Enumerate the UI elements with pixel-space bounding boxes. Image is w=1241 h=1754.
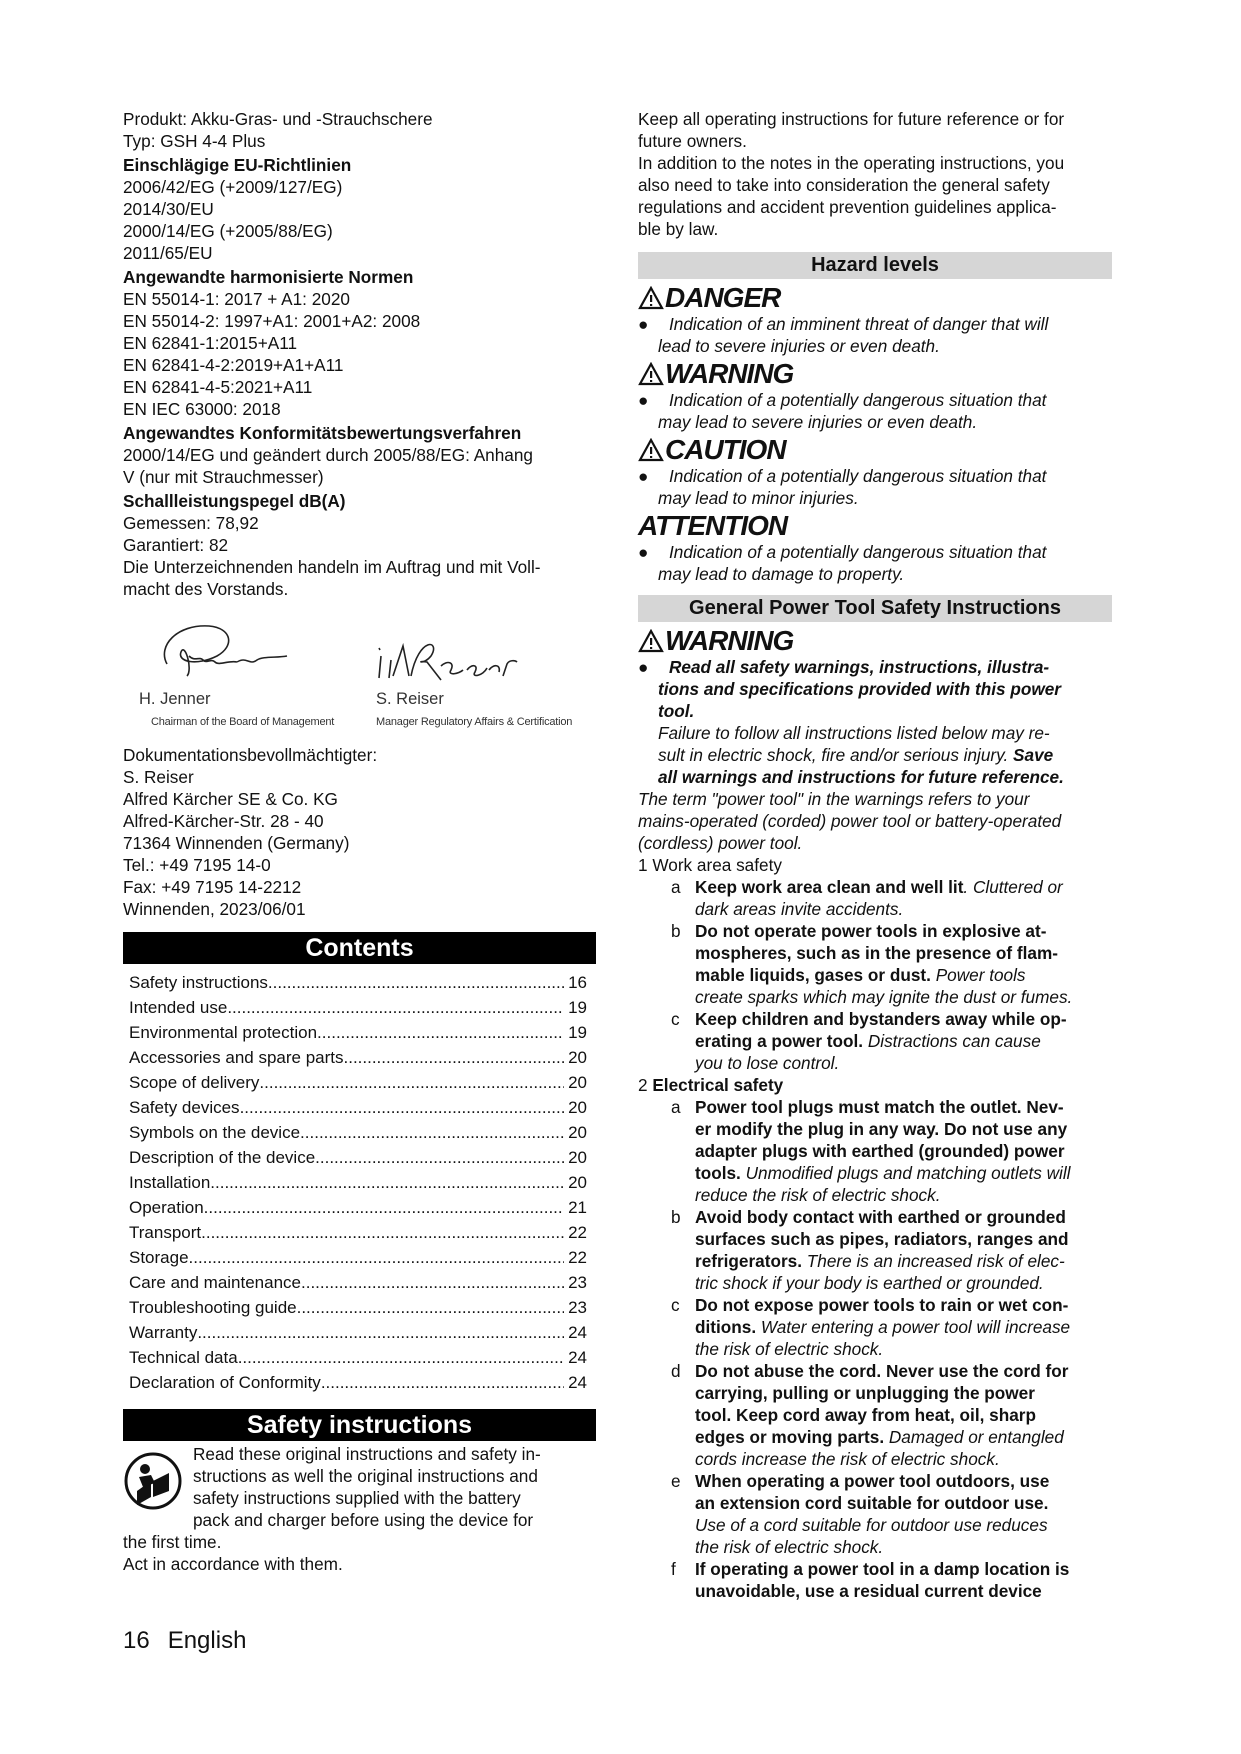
item-bold: ditions. [695, 1317, 757, 1337]
item-bold: adapter plugs with earthed (grounded) power [695, 1141, 1065, 1161]
item-text: dark areas invite accidents. [695, 899, 904, 919]
toc-page: 19 [568, 1023, 587, 1042]
item-text: Use of a cord suitable for outdoor use reduces [695, 1515, 1048, 1535]
toc-entry[interactable] [129, 1020, 587, 1045]
hazard-line: Indication of a potentially dangerous situation that [669, 390, 1047, 410]
item-text: reduce the risk of electric shock. [695, 1185, 941, 1205]
hazard-line: Indication of an imminent threat of danger that will [669, 314, 1049, 334]
toc-entry[interactable] [129, 1070, 587, 1095]
toc-title: Scope of delivery [129, 1073, 260, 1092]
toc-page: 23 [568, 1298, 587, 1317]
attention-signal [638, 511, 1112, 541]
directive-item: 2006/42/EG (+2009/127/EG) [123, 177, 343, 197]
sound-heading: Schallleistungspegel dB(A) [123, 491, 346, 511]
item-bold: er modify the plug in any way. Do not use any [695, 1119, 1068, 1139]
signature-name: H. Jenner [139, 690, 211, 708]
toc-title: Intended use [129, 998, 228, 1017]
read-all-line: Failure to follow all instructions listed below may re- [658, 723, 1050, 743]
signature-name: S. Reiser [376, 690, 444, 708]
read-all-line: Read all safety warnings, instructions, illustra- [669, 657, 1050, 677]
hazard-line: lead to severe injuries or even death. [658, 336, 940, 356]
toc-title: Environmental protection [129, 1023, 318, 1042]
item-bold: erating a power tool. [695, 1031, 864, 1051]
item-key: a [671, 877, 681, 897]
toc-entry[interactable] [129, 995, 587, 1020]
item-text: you to lose control. [695, 1053, 840, 1073]
toc-entry[interactable] [129, 970, 587, 995]
hazard-line: may lead to severe injuries or even death. [658, 412, 978, 432]
toc-title: Description of the device [129, 1148, 316, 1167]
read-all-warning: ● Read all safety warnings, instructions, illustra- tions and specifications provided with this power tool. Failure to follow all instructions listed below may re- sult in electric shock, fire and/or serious injury. Save all warnings and instructions for future reference. [638, 656, 1112, 788]
toc-title: Declaration of Conformity [129, 1373, 321, 1392]
item-text: Water entering a power tool will increase [760, 1317, 1071, 1337]
item-bold: edges or moving parts. [695, 1427, 885, 1447]
warning-triangle-icon [638, 438, 664, 462]
safety-item [638, 1294, 1112, 1360]
signature-block [123, 616, 596, 766]
doc-line: Tel.: +49 7195 14-0 [123, 855, 271, 875]
safety-item [638, 1470, 1112, 1558]
item-key: f [671, 1559, 676, 1579]
signature-role: Chairman of the Board of Management [151, 716, 335, 728]
section-number: 2 [638, 1075, 648, 1095]
toc-title: Accessories and spare parts [129, 1048, 344, 1067]
toc-title: Technical data [129, 1348, 238, 1367]
item-text: Power tools [935, 965, 1026, 985]
item-key: b [671, 921, 681, 941]
signature-reiser-image [371, 626, 521, 686]
item-text: create sparks which may ignite the dust or fumes. [695, 987, 1073, 1007]
safety-item [638, 1360, 1112, 1470]
hazard-description: ● Indication of a potentially dangerous situation that may lead to damage to property. [638, 541, 1112, 585]
intro-line: regulations and accident prevention guidelines applica- [638, 197, 1057, 217]
item-bold: surfaces such as pipes, radiators, ranges and [695, 1229, 1069, 1249]
safety-intro-line: safety instructions supplied with the battery [193, 1488, 521, 1508]
section-title: Work area safety [652, 855, 782, 875]
hazard-description: ● Indication of an imminent threat of danger that will lead to severe injuries or even death. [638, 313, 1112, 357]
item-bold: tools. [695, 1163, 741, 1183]
signature-jenner-image [137, 616, 297, 686]
toc-page: 20 [568, 1098, 587, 1117]
toc-title: Transport [129, 1223, 202, 1242]
item-bold: Power tool plugs must match the outlet. Nev- [695, 1097, 1064, 1117]
safety-intro [123, 1443, 596, 1575]
toc-title: Operation [129, 1198, 204, 1217]
item-bold: an extension cord suitable for outdoor use. [695, 1493, 1049, 1513]
doc-line: S. Reiser [123, 767, 194, 787]
toc-entry[interactable] [129, 1270, 587, 1295]
toc-entry[interactable] [129, 1245, 587, 1270]
item-bold: Do not expose power tools to rain or wet con- [695, 1295, 1069, 1315]
item-key: a [671, 1097, 681, 1117]
standard-item: EN 55014-2: 1997+A1: 2001+A2: 2008 [123, 311, 421, 331]
right-column [638, 108, 1112, 1602]
standard-item: EN 62841-4-2:2019+A1+A11 [123, 355, 344, 375]
standard-item: EN IEC 63000: 2018 [123, 399, 281, 419]
doc-line: 71364 Winnenden (Germany) [123, 833, 350, 853]
sound-line: macht des Vorstands. [123, 579, 289, 599]
toc-entry[interactable] [129, 1095, 587, 1120]
item-bold: If operating a power tool in a damp location is [695, 1559, 1070, 1579]
read-all-line: tool. [658, 701, 695, 721]
item-key: e [671, 1471, 681, 1491]
toc-page: 20 [568, 1123, 587, 1142]
read-manual-icon [123, 1451, 183, 1511]
item-bold: carrying, pulling or unplugging the power [695, 1383, 1035, 1403]
standard-item: EN 55014-1: 2017 + A1: 2020 [123, 289, 350, 309]
eu-directives-heading: Einschlägige EU-Richtlinien [123, 155, 352, 175]
doc-line: Winnenden, 2023/06/01 [123, 899, 306, 919]
caution-word: CAUTION [665, 434, 786, 465]
toc-title: Installation [129, 1173, 211, 1192]
item-bold: Avoid body contact with earthed or grounded [695, 1207, 1066, 1227]
hazard-line: may lead to damage to property. [658, 564, 905, 584]
toc-entry[interactable] [129, 1045, 587, 1070]
safety-item [638, 920, 1112, 1008]
toc-title: Care and maintenance [129, 1273, 302, 1292]
item-text: . Cluttered or [963, 877, 1063, 897]
safety-intro-line: structions as well the original instructions and [193, 1466, 538, 1486]
toc-title: Safety devices [129, 1098, 240, 1117]
directive-item: 2014/30/EU [123, 199, 214, 219]
conformity-line: 2000/14/EG und geändert durch 2005/88/EG: Anhang [123, 445, 533, 465]
intro-line: also need to take into consideration the general safety [638, 175, 1050, 195]
danger-signal [638, 283, 1112, 313]
language-label: English [167, 1627, 247, 1654]
page-footer [123, 1627, 264, 1655]
type-line: Typ: GSH 4-4 Plus [123, 131, 266, 151]
toc-entry[interactable] [129, 1120, 587, 1145]
left-column [123, 108, 596, 1575]
hazard-line: may lead to minor injuries. [658, 488, 859, 508]
item-text: Damaged or entangled [888, 1427, 1064, 1447]
term-line: The term "power tool" in the warnings refers to your [638, 789, 1030, 809]
standard-item: EN 62841-1:2015+A11 [123, 333, 298, 353]
toc-title: Safety instructions [129, 973, 268, 992]
item-key: b [671, 1207, 681, 1227]
item-text: cords increase the risk of electric shock. [695, 1449, 1000, 1469]
item-bold: unavoidable, use a residual current device [695, 1581, 1042, 1601]
doc-line: Fax: +49 7195 14-2212 [123, 877, 302, 897]
item-bold: Keep children and bystanders away while op- [695, 1009, 1067, 1029]
hazard-levels-heading: Hazard levels [638, 252, 1112, 279]
toc-entry[interactable] [129, 1295, 587, 1320]
item-key: c [671, 1295, 680, 1315]
safety-item [638, 1008, 1112, 1074]
safety-intro-line: Act in accordance with them. [123, 1554, 343, 1574]
hazard-line: Indication of a potentially dangerous situation that [669, 466, 1047, 486]
toc-page: 20 [568, 1148, 587, 1167]
warning-triangle-icon [638, 362, 664, 386]
safety-item [638, 1096, 1112, 1206]
item-text: the risk of electric shock. [695, 1339, 884, 1359]
term-line: mains-operated (corded) power tool or battery-operated [638, 811, 1062, 831]
section-number: 1 [638, 855, 648, 875]
toc-page: 24 [568, 1348, 587, 1367]
toc-page: 20 [568, 1048, 587, 1067]
item-key: d [671, 1361, 681, 1381]
safety-instructions-heading: Safety instructions [123, 1409, 596, 1441]
toc-title: Symbols on the device [129, 1123, 301, 1142]
standard-item: EN 62841-4-5:2021+A11 [123, 377, 313, 397]
hazard-description: ● Indication of a potentially dangerous situation that may lead to severe injuries or even death. [638, 389, 1112, 433]
intro-line: Keep all operating instructions for future reference or for [638, 109, 1065, 129]
safety-item [638, 876, 1112, 920]
item-text: the risk of electric shock. [695, 1537, 884, 1557]
toc-entry[interactable] [129, 1370, 587, 1395]
read-all-emphasis: Save [1013, 745, 1054, 765]
read-all-line: tions and specifications provided with this power [658, 679, 1061, 699]
directive-item: 2011/65/EU [123, 243, 213, 263]
conformity-line: V (nur mit Strauchmesser) [123, 467, 324, 487]
toc-page: 19 [568, 998, 587, 1017]
item-bold: refrigerators. [695, 1251, 802, 1271]
toc-page: 22 [568, 1248, 587, 1267]
item-bold: When operating a power tool outdoors, use [695, 1471, 1050, 1491]
item-bold: mospheres, such as in the presence of flam- [695, 943, 1058, 963]
term-line: (cordless) power tool. [638, 833, 803, 853]
sound-line: Die Unterzeichnenden handeln im Auftrag und mit Voll- [123, 557, 541, 577]
item-bold: Do not abuse the cord. Never use the cord for [695, 1361, 1069, 1381]
toc-page: 21 [568, 1198, 587, 1217]
item-text: Unmodified plugs and matching outlets will [745, 1163, 1071, 1183]
read-all-line: sult in electric shock, fire and/or serious injury. [658, 745, 1009, 765]
section-heading [638, 1074, 1112, 1096]
product-line: Produkt: Akku-Gras- und -Strauchschere [123, 109, 433, 129]
sound-line: Gemessen: 78,92 [123, 513, 259, 533]
hazard-description: ● Indication of a potentially dangerous situation that may lead to minor injuries. [638, 465, 1112, 509]
warning-signal [638, 359, 1112, 389]
doc-line: Alfred-Kärcher-Str. 28 - 40 [123, 811, 324, 831]
item-bold: tool. Keep cord away from heat, oil, sharp [695, 1405, 1036, 1425]
conformity-heading: Angewandtes Konformitätsbewertungsverfahren [123, 423, 522, 443]
intro-line: In addition to the notes in the operating instructions, you [638, 153, 1065, 173]
signature-role: Manager Regulatory Affairs & Certification [376, 716, 573, 728]
item-text: Distractions can cause [867, 1031, 1041, 1051]
doc-line: Dokumentationsbevollmächtigter: [123, 745, 378, 765]
warning-word: WARNING [665, 625, 794, 656]
page-number: 16 [123, 1627, 150, 1654]
section-heading [638, 854, 1112, 876]
toc-page: 22 [568, 1223, 587, 1242]
toc-entry[interactable] [129, 1195, 587, 1220]
table-of-contents [129, 970, 587, 1395]
intro-line: future owners. [638, 131, 747, 151]
item-bold: Keep work area clean and well lit [695, 877, 964, 897]
toc-entry[interactable] [129, 1145, 587, 1170]
standards-heading: Angewandte harmonisierte Normen [123, 267, 414, 287]
warning-triangle-icon [638, 629, 664, 653]
general-safety-heading: General Power Tool Safety Instructions [638, 595, 1112, 622]
toc-entry[interactable] [129, 1345, 587, 1370]
sound-line: Garantiert: 82 [123, 535, 229, 555]
caution-signal [638, 435, 1112, 465]
intro-line: ble by law. [638, 219, 719, 239]
safety-intro-line: pack and charger before using the device for [193, 1510, 534, 1530]
toc-page: 20 [568, 1173, 587, 1192]
toc-page: 24 [568, 1323, 587, 1342]
doc-line: Alfred Kärcher SE & Co. KG [123, 789, 338, 809]
toc-page: 24 [568, 1373, 587, 1392]
item-text: There is an increased risk of elec- [806, 1251, 1065, 1271]
hazard-line: Indication of a potentially dangerous situation that [669, 542, 1047, 562]
warning-word: WARNING [665, 358, 794, 389]
warning-triangle-icon [638, 286, 664, 310]
item-text: tric shock if your body is earthed or grounded. [695, 1273, 1044, 1293]
warning-signal [638, 626, 1112, 656]
toc-entry[interactable] [129, 1220, 587, 1245]
directive-item: 2000/14/EG (+2005/88/EG) [123, 221, 333, 241]
contents-heading: Contents [123, 932, 596, 964]
safety-item [638, 1558, 1112, 1602]
safety-item [638, 1206, 1112, 1294]
toc-page: 20 [568, 1073, 587, 1092]
read-all-line: all warnings and instructions for future reference. [658, 767, 1064, 787]
toc-title: Troubleshooting guide [129, 1298, 297, 1317]
attention-word: ATTENTION [638, 510, 788, 541]
item-key: c [671, 1009, 680, 1029]
item-bold: Do not operate power tools in explosive at- [695, 921, 1047, 941]
item-bold: mable liquids, gases or dust. [695, 965, 931, 985]
toc-entry[interactable] [129, 1320, 587, 1345]
danger-word: DANGER [665, 282, 781, 313]
safety-intro-line: the first time. [123, 1532, 222, 1552]
toc-entry[interactable] [129, 1170, 587, 1195]
toc-title: Warranty [129, 1323, 198, 1342]
section-title: Electrical safety [652, 1075, 784, 1095]
toc-page: 16 [568, 973, 587, 992]
toc-title: Storage [129, 1248, 189, 1267]
documentation-block [123, 744, 596, 920]
safety-intro-line: Read these original instructions and safety in- [193, 1444, 541, 1464]
toc-page: 23 [568, 1273, 587, 1292]
